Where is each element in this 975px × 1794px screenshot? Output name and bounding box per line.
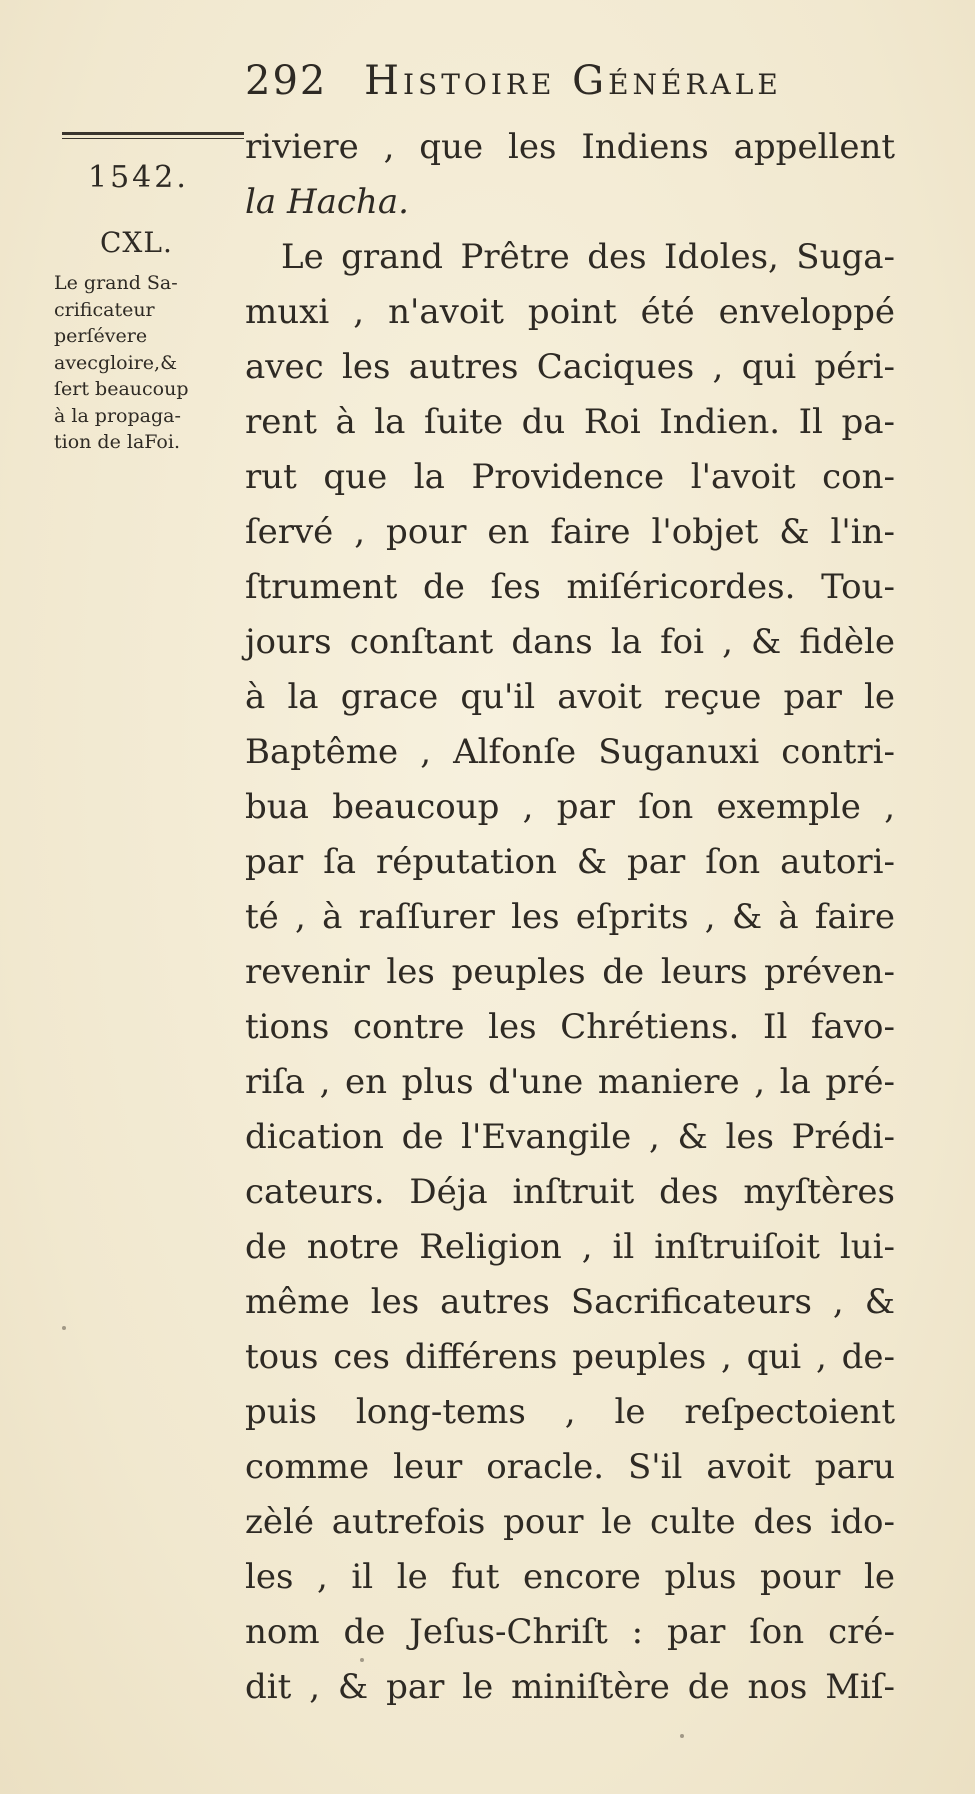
body-line: tous ces différens peuples , qui , de- [245,1337,895,1377]
margin-note-line: avecgloire,& [54,351,177,374]
body-line: jours conſtant dans la foi , & fidèle [245,622,895,662]
body-line: les , il le fut encore plus pour le [245,1557,895,1597]
body-text [245,120,895,1715]
body-line: comme leur oracle. S'il avoit paru [245,1447,895,1487]
margin-note-line: Le grand Sa- [54,272,178,294]
paper-speck [680,1734,684,1738]
margin-year: 1542. [88,160,189,195]
body-line: rent à la ſuite du Roi Indien. Il pa- [245,402,895,442]
body-line: revenir les peuples de leurs préven- [245,952,895,992]
margin-note-line: tion de laFoi. [54,431,180,453]
margin-note-line: à la propaga- [54,404,181,427]
body-line: Baptême , Alfonſe Suganuxi contri- [245,732,895,772]
body-line: Le grand Prêtre des Idoles, Suga- [281,237,895,277]
body-line: riſa , en plus d'une maniere , la pré- [245,1062,895,1102]
body-line: nom de Jeſus-Chriſt : par ſon cré- [245,1612,895,1652]
margin-note [54,270,244,456]
body-line: tions contre les Chrétiens. Il favo- [245,1007,895,1047]
margin-rule [62,132,244,139]
body-line: rut que la Providence l'avoit con- [245,457,895,497]
page-number: 292 [245,58,328,104]
body-line: la Hacha. [245,182,409,222]
body-line: à la grace qu'il avoit reçue par le [245,677,895,717]
section-numeral: CXL. [100,226,173,259]
body-line: té , à raſſurer les eſprits , & à faire [245,897,895,937]
running-header [245,58,885,104]
body-line: de notre Religion , il inſtruiſoit lui- [245,1227,895,1267]
body-line: muxi , n'avoit point été enveloppé [245,292,895,332]
body-line: zèlé autrefois pour le culte des ido- [245,1502,895,1542]
body-line: bua beaucoup , par ſon exemple , [245,787,895,827]
body-line: ſervé , pour en faire l'objet & l'in- [245,512,895,552]
paper-speck [360,1658,364,1662]
running-title: Histoire Générale [364,58,782,104]
paper-speck [62,1326,66,1330]
margin-note-line: crificateur [54,298,155,321]
body-line: puis long-tems , le reſpectoient [245,1392,895,1432]
body-line: ſtrument de ſes miſéricordes. Tou- [245,567,895,607]
margin-note-line: ſert beaucoup [54,378,189,400]
body-line: cateurs. Déja inſtruit des myſtères [245,1172,895,1212]
margin-note-line: perſévere [54,325,148,347]
body-line: avec les autres Caciques , qui péri- [245,347,895,387]
body-line: dit , & par le miniſtère de nos Miſ- [245,1667,895,1707]
body-line: dication de l'Evangile , & les Prédi- [245,1117,895,1157]
body-line: riviere , que les Indiens appellent [245,127,895,167]
body-line: par ſa réputation & par ſon autori- [245,842,895,882]
body-line: même les autres Sacrificateurs , & [245,1282,895,1322]
